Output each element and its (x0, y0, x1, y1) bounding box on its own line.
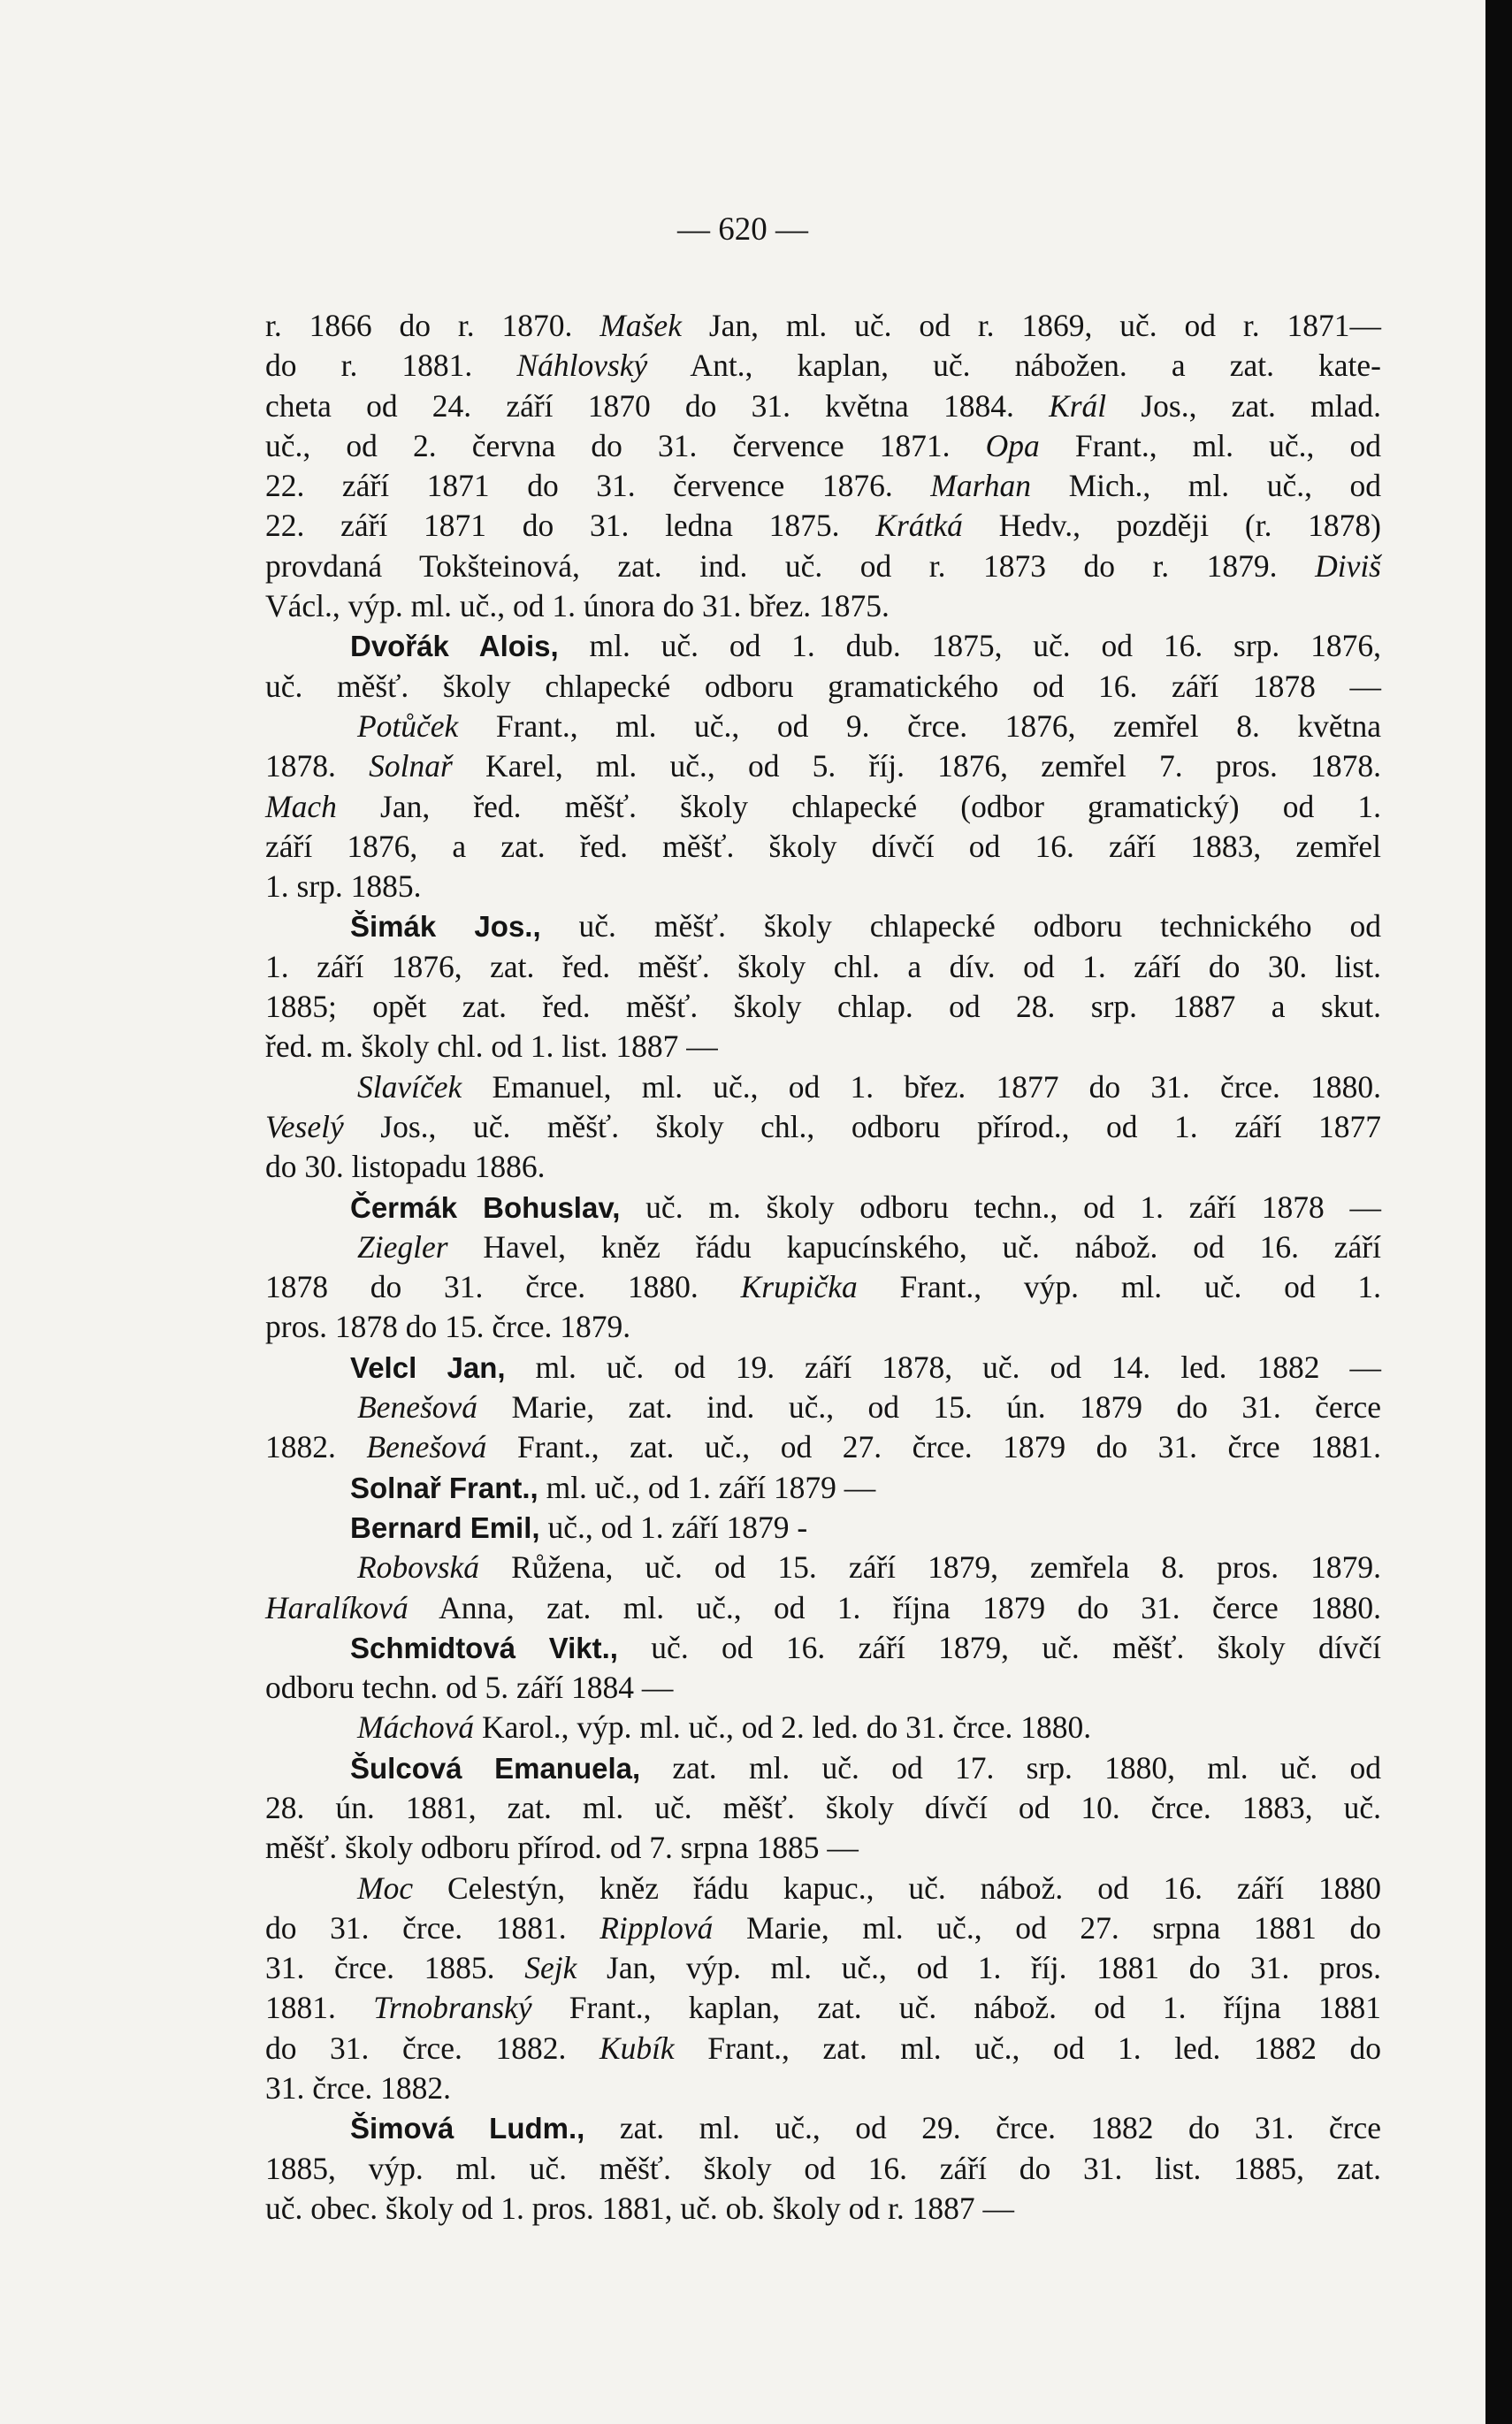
name-italic: Mašek (599, 308, 682, 343)
text-line (265, 987, 1381, 1027)
text-line (265, 1988, 1381, 2028)
name-italic: Robovská (357, 1549, 480, 1586)
text-line (265, 386, 1381, 426)
text-run: 1. srp. 1885. (265, 868, 422, 905)
text-run: 28. ún. 1881, zat. ml. uč. měšť. školy dívčí od 10. črce. 1883, uč. (265, 1789, 1381, 1825)
text-line (265, 547, 1381, 586)
name-italic: Veselý (265, 1108, 344, 1144)
name-bold: Bernard Emil, (350, 1510, 540, 1544)
text-run: Jan, výp. ml. uč., od 1. říj. 1881 do 31. pros. (577, 1950, 1381, 1986)
text-line (265, 1908, 1381, 1948)
name-italic: Haralíková (265, 1589, 409, 1625)
text-run: řed. m. školy chl. od 1. list. 1887 — (265, 1028, 718, 1065)
name-italic: Máchová (357, 1709, 475, 1746)
text-run: 1882. (265, 1429, 367, 1465)
name-bold: Dvořák Alois, (350, 630, 559, 663)
name-bold: Velcl Jan, (350, 1350, 506, 1384)
text-run: pros. 1878 do 15. črce. 1879. (265, 1309, 631, 1345)
text-line (265, 426, 1381, 466)
name-italic: Benešová (366, 1429, 487, 1465)
text-run: uč. m. školy odboru techn., od 1. září 1878 — (620, 1189, 1381, 1225)
text-run: uč., od 1. září 1879 - (539, 1509, 808, 1545)
text-line (265, 2189, 1381, 2229)
text-run: Emanuel, ml. uč., od 1. břez. 1877 do 31. črce. 1880. (462, 1068, 1381, 1105)
text-run: 1. září 1876, zat. řed. měšť. školy chl. a dív. od 1. září do 30. list. (265, 948, 1381, 984)
text-line (265, 1147, 1381, 1187)
text-run: Celestýn, kněz řádu kapuc., uč. nábož. od 16. září 1880 (413, 1870, 1381, 1906)
text-run: zat. ml. uč. od 17. srp. 1880, ml. uč. od (640, 1749, 1381, 1786)
text-run: Havel, kněz řádu kapucínského, uč. nábož. od 16. září (447, 1228, 1381, 1265)
name-bold: Schmidtová Vikt., (350, 1631, 618, 1664)
name-italic: Kubík (599, 2030, 675, 2066)
text-line (265, 1188, 1381, 1227)
text-run: 22. září 1871 do 31. července 1876. (265, 468, 931, 504)
text-run: 22. září 1871 do 31. ledna 1875. (265, 508, 876, 544)
name-italic: Mach (265, 788, 337, 824)
text-run: Růžena, uč. od 15. září 1879, zemřela 8. pros. 1879. (479, 1549, 1381, 1586)
name-italic: Slavíček (357, 1068, 462, 1105)
text-run: do 31. črce. 1882. (265, 2030, 599, 2066)
name-italic: Moc (357, 1870, 414, 1906)
register-text (265, 306, 1381, 2229)
name-italic: Náhlovský (516, 348, 648, 384)
text-run: do 30. listopadu 1886. (265, 1149, 546, 1185)
text-run: 1878. (265, 748, 370, 784)
text-line (265, 707, 1381, 746)
text-run: Marie, zat. ind. uč., od 15. ún. 1879 do 31. čerce (477, 1389, 1381, 1426)
text-line (265, 1427, 1381, 1467)
text-run: ml. uč., od 1. září 1879 — (538, 1469, 876, 1505)
text-run: Frant., kaplan, zat. uč. nábož. od 1. října 1881 (531, 1990, 1382, 2026)
text-line (265, 1267, 1381, 1307)
text-line (265, 306, 1381, 346)
text-run: ml. uč. od 1. dub. 1875, uč. od 16. srp. 1876, (558, 628, 1381, 664)
name-bold: Solnař Frant., (350, 1471, 538, 1504)
text-run: uč. měšť. školy chlapecké odboru technického od (540, 908, 1381, 944)
text-run: Frant., výp. ml. uč. od 1. (857, 1269, 1381, 1305)
text-line (265, 2149, 1381, 2189)
text-line (265, 1067, 1381, 1107)
name-italic: Krupička (740, 1269, 858, 1305)
text-run: Jos., uč. měšť. školy chl., odboru přírod., od 1. září 1877 (343, 1108, 1381, 1144)
name-italic: Marhan (930, 468, 1032, 504)
text-line (265, 827, 1381, 867)
text-run: 1878 do 31. črce. 1880. (265, 1269, 741, 1305)
text-line (265, 1227, 1381, 1267)
name-italic: Solnař (369, 748, 453, 784)
text-line (265, 1828, 1381, 1868)
name-italic: Ripplová (599, 1909, 714, 1946)
text-run: Václ., výp. ml. uč., od 1. února do 31. břez. 1875. (265, 588, 890, 624)
text-run: Hedv., později (r. 1878) (962, 508, 1381, 544)
text-run: Frant., ml. uč., od 9. črce. 1876, zemřel 8. května (458, 707, 1381, 744)
name-italic: Sejk (524, 1950, 577, 1986)
name-italic: Trnobranský (373, 1990, 532, 2026)
name-bold: Čermák Bohuslav, (350, 1190, 621, 1224)
text-run: září 1876, a zat. řed. měšť. školy dívčí od 16. září 1883, zemřel (265, 828, 1381, 864)
text-run: do r. 1881. (265, 348, 517, 384)
name-italic: Krátká (875, 508, 963, 544)
text-run: Marie, ml. uč., od 27. srpna 1881 do (713, 1909, 1381, 1946)
text-run: uč. obec. školy od 1. pros. 1881, uč. ob. školy od r. 1887 — (265, 2190, 1015, 2226)
text-run: měšť. školy odboru přírod. od 7. srpna 1885 — (265, 1830, 859, 1866)
text-line (265, 1948, 1381, 1988)
text-line (265, 2108, 1381, 2148)
text-line (265, 1388, 1381, 1427)
text-run: Karol., výp. ml. uč., od 2. led. do 31. črce. 1880. (474, 1709, 1092, 1746)
text-run: 1885; opět zat. řed. měšť. školy chlap. od 28. srp. 1887 a skut. (265, 989, 1381, 1025)
name-italic: Potůček (357, 707, 459, 744)
text-run: uč., od 2. června do 31. července 1871. (265, 427, 986, 463)
text-line (265, 2068, 1381, 2108)
name-italic: Ziegler (357, 1228, 448, 1265)
text-line (265, 1548, 1381, 1587)
text-line (265, 787, 1381, 827)
text-line (265, 1348, 1381, 1388)
text-run: uč. měšť. školy chlapecké odboru gramatického od 16. září 1878 — (265, 668, 1381, 704)
text-run: Frant., zat. uč., od 27. črce. 1879 do 31. črce 1881. (486, 1429, 1381, 1465)
text-run: uč. od 16. září 1879, uč. měšť. školy dívčí (617, 1629, 1381, 1665)
text-line (265, 1869, 1381, 1908)
text-line (265, 1628, 1381, 1668)
text-run: Karel, ml. uč., od 5. říj. 1876, zemřel 7. pros. 1878. (452, 748, 1381, 784)
text-line (265, 947, 1381, 987)
text-run: 1881. (265, 1990, 374, 2026)
text-line (265, 626, 1381, 666)
text-run: 31. črce. 1885. (265, 1950, 525, 1986)
text-run: Jan, řed. měšť. školy chlapecké (odbor gramatický) od 1. (336, 788, 1381, 824)
text-run: provdaná Tokšteinová, zat. ind. uč. od r. 1873 do r. 1879. (265, 547, 1316, 584)
text-line (265, 2029, 1381, 2068)
text-line (265, 1708, 1381, 1747)
text-line (265, 1107, 1381, 1147)
text-line (265, 466, 1381, 506)
text-run: r. 1866 do r. 1870. (265, 308, 600, 343)
text-line (265, 667, 1381, 707)
text-line (265, 1588, 1381, 1628)
text-run: cheta od 24. září 1870 do 31. května 1884. (265, 387, 1050, 424)
name-italic: Diviš (1315, 547, 1381, 584)
text-run: Frant., zat. ml. uč., od 1. led. 1882 do (674, 2030, 1381, 2066)
text-run: Jan, ml. uč. od r. 1869, uč. od r. 1871— (681, 308, 1381, 343)
text-line (265, 867, 1381, 906)
text-line (265, 1508, 1381, 1548)
text-run: ml. uč. od 19. září 1878, uč. od 14. led. 1882 — (505, 1349, 1381, 1385)
text-line (265, 506, 1381, 546)
text-line (265, 1748, 1381, 1788)
text-run: odboru techn. od 5. září 1884 — (265, 1670, 674, 1706)
text-run: zat. ml. uč., od 29. črce. 1882 do 31. črce (584, 2110, 1381, 2146)
text-line (265, 906, 1381, 946)
text-run: Mich., ml. uč., od (1031, 468, 1381, 504)
text-run: 1885, výp. ml. uč. měšť. školy od 16. září do 31. list. 1885, zat. (265, 2150, 1381, 2186)
name-bold: Šimák Jos., (350, 910, 541, 944)
name-italic: Opa (985, 427, 1040, 463)
text-line (265, 1027, 1381, 1067)
text-line (265, 586, 1381, 626)
text-run: do 31. črce. 1881. (265, 1909, 600, 1946)
text-line (265, 1788, 1381, 1828)
text-run: Frant., ml. uč., od (1039, 427, 1382, 463)
text-run: 31. črce. 1882. (265, 2070, 451, 2107)
text-line (265, 1468, 1381, 1508)
text-line (265, 346, 1381, 386)
text-line (265, 746, 1381, 786)
name-italic: Benešová (357, 1389, 478, 1426)
name-bold: Šulcová Emanuela, (350, 1751, 641, 1785)
name-italic: Král (1049, 387, 1107, 424)
name-bold: Šimová Ludm., (350, 2112, 585, 2145)
text-run: Jos., zat. mlad. (1106, 387, 1381, 424)
text-run: Anna, zat. ml. uč., od 1. října 1879 do 31. čerce 1880. (408, 1589, 1381, 1625)
text-line (265, 1668, 1381, 1708)
text-line (265, 1307, 1381, 1347)
text-run: Ant., kaplan, uč. nábožen. a zat. kate- (647, 348, 1381, 384)
page-number: — 620 — (677, 211, 808, 248)
